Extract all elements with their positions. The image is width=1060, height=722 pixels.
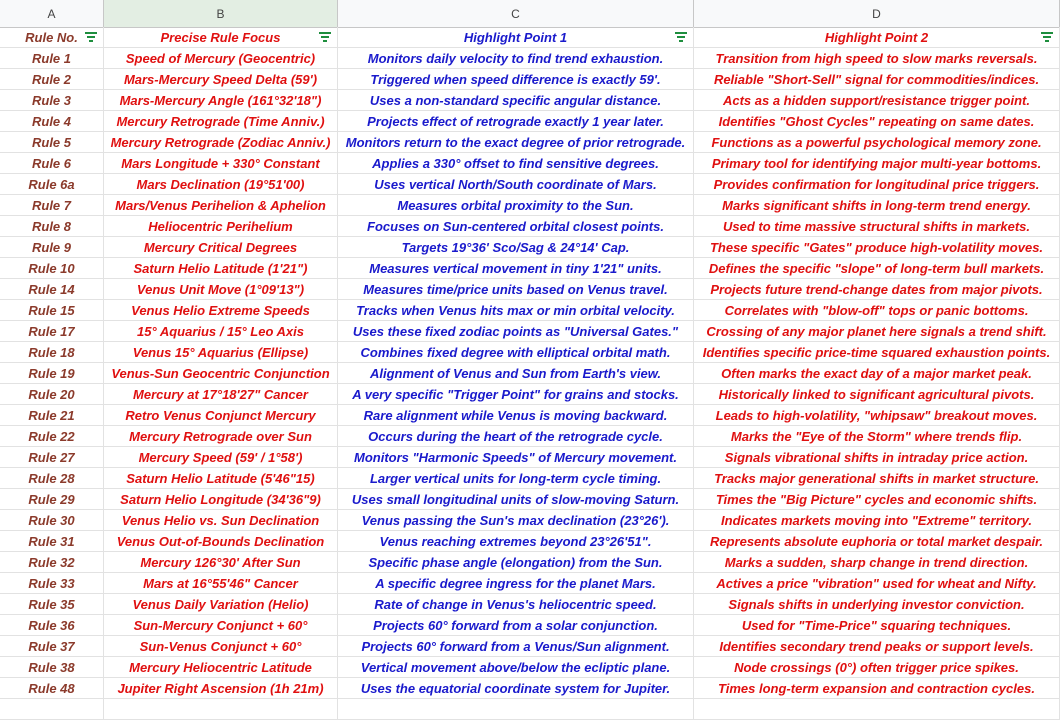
highlight-1-cell[interactable]: Projects 60° forward from a Venus/Sun alignment. xyxy=(338,636,694,657)
table-row xyxy=(0,573,1060,594)
table-row xyxy=(0,69,1060,90)
rule-focus-cell[interactable]: Mercury 126°30' After Sun xyxy=(104,552,338,573)
highlight-1-cell[interactable]: Rate of change in Venus's heliocentric speed. xyxy=(338,594,694,615)
highlight-1-cell[interactable]: Rare alignment while Venus is moving backward. xyxy=(338,405,694,426)
rule-number-cell[interactable]: Rule 3 xyxy=(0,90,104,111)
header-label-highlight-1: Highlight Point 1 xyxy=(463,30,568,45)
header-label-highlight-2: Highlight Point 2 xyxy=(824,30,929,45)
rule-focus-cell[interactable]: Heliocentric Perihelium xyxy=(104,216,338,237)
rule-number-cell[interactable]: Rule 14 xyxy=(0,279,104,300)
table-row xyxy=(0,216,1060,237)
highlight-2-cell[interactable]: Identifies "Ghost Cycles" repeating on same dates. xyxy=(694,111,1060,132)
table-row xyxy=(0,489,1060,510)
rule-number-cell[interactable]: Rule 17 xyxy=(0,321,104,342)
header-cell-highlight-1[interactable] xyxy=(338,27,694,48)
rule-number-cell[interactable]: Rule 1 xyxy=(0,48,104,69)
rule-focus-cell[interactable]: Venus-Sun Geocentric Conjunction xyxy=(104,363,338,384)
rule-number-cell[interactable]: Rule 19 xyxy=(0,363,104,384)
rule-focus-cell[interactable]: Sun-Mercury Conjunct + 60° xyxy=(104,615,338,636)
column-header-a[interactable]: A xyxy=(0,0,104,27)
table-row xyxy=(0,384,1060,405)
highlight-2-cell[interactable]: Tracks major generational shifts in market structure. xyxy=(694,468,1060,489)
highlight-2-cell[interactable]: Times long-term expansion and contraction cycles. xyxy=(694,678,1060,699)
highlight-2-cell[interactable]: Acts as a hidden support/resistance trigger point. xyxy=(694,90,1060,111)
column-header-d[interactable]: D xyxy=(694,0,1060,27)
table-row xyxy=(0,552,1060,573)
highlight-2-cell[interactable]: Reliable "Short-Sell" signal for commodities/indices. xyxy=(694,69,1060,90)
rule-focus-cell[interactable]: Saturn Helio Latitude (1'21") xyxy=(104,258,338,279)
table-row xyxy=(0,174,1060,195)
header-cell-focus[interactable] xyxy=(104,27,338,48)
highlight-1-cell[interactable]: Projects 60° forward from a solar conjunction. xyxy=(338,615,694,636)
rule-focus-cell[interactable]: Mars-Mercury Angle (161°32'18") xyxy=(104,90,338,111)
rule-focus-cell[interactable]: Venus Out-of-Bounds Declination xyxy=(104,531,338,552)
rule-number-cell[interactable]: Rule 21 xyxy=(0,405,104,426)
table-row xyxy=(0,300,1060,321)
table-row xyxy=(0,405,1060,426)
filter-icon[interactable] xyxy=(319,32,331,42)
rule-focus-cell[interactable]: Mars/Venus Perihelion & Aphelion xyxy=(104,195,338,216)
rule-number-cell[interactable]: Rule 5 xyxy=(0,132,104,153)
rule-number-cell[interactable]: Rule 32 xyxy=(0,552,104,573)
highlight-2-cell[interactable]: Marks the "Eye of the Storm" where trends flip. xyxy=(694,426,1060,447)
highlight-2-cell[interactable]: Crossing of any major planet here signals a trend shift. xyxy=(694,321,1060,342)
empty-cell[interactable] xyxy=(104,699,338,720)
highlight-2-cell[interactable]: Functions as a powerful psychological memory zone. xyxy=(694,132,1060,153)
table-row xyxy=(0,279,1060,300)
rule-number-cell[interactable]: Rule 8 xyxy=(0,216,104,237)
rule-number-cell[interactable]: Rule 28 xyxy=(0,468,104,489)
rule-number-cell[interactable]: Rule 2 xyxy=(0,69,104,90)
highlight-1-cell[interactable]: A specific degree ingress for the planet Mars. xyxy=(338,573,694,594)
highlight-2-cell[interactable]: Defines the specific "slope" of long-term bull markets. xyxy=(694,258,1060,279)
highlight-2-cell[interactable]: Signals vibrational shifts in intraday price action. xyxy=(694,447,1060,468)
highlight-1-cell[interactable]: Monitors daily velocity to find trend exhaustion. xyxy=(338,48,694,69)
rule-focus-cell[interactable]: Venus Helio vs. Sun Declination xyxy=(104,510,338,531)
header-row xyxy=(0,27,1060,48)
rule-focus-cell[interactable]: Venus Daily Variation (Helio) xyxy=(104,594,338,615)
table-row xyxy=(0,237,1060,258)
highlight-2-cell[interactable]: Signals shifts in underlying investor conviction. xyxy=(694,594,1060,615)
table-row xyxy=(0,321,1060,342)
rule-focus-cell[interactable]: Venus Helio Extreme Speeds xyxy=(104,300,338,321)
header-cell-highlight-2[interactable] xyxy=(694,27,1060,48)
rule-number-cell[interactable]: Rule 6 xyxy=(0,153,104,174)
highlight-1-cell[interactable]: Triggered when speed difference is exactly 59'. xyxy=(338,69,694,90)
highlight-1-cell[interactable]: Uses small longitudinal units of slow-moving Saturn. xyxy=(338,489,694,510)
table-row xyxy=(0,636,1060,657)
highlight-1-cell[interactable]: Larger vertical units for long-term cycle timing. xyxy=(338,468,694,489)
highlight-2-cell[interactable]: Indicates markets moving into "Extreme" territory. xyxy=(694,510,1060,531)
rule-number-cell[interactable]: Rule 36 xyxy=(0,615,104,636)
column-header-b[interactable]: B xyxy=(104,0,338,27)
header-label-rule-no: Rule No. xyxy=(25,30,78,45)
highlight-1-cell[interactable]: Venus reaching extremes beyond 23°26'51". xyxy=(338,531,694,552)
highlight-2-cell[interactable]: Times the "Big Picture" cycles and economic shifts. xyxy=(694,489,1060,510)
highlight-1-cell[interactable]: Measures vertical movement in tiny 1'21" units. xyxy=(338,258,694,279)
filter-icon[interactable] xyxy=(85,32,97,42)
highlight-1-cell[interactable]: Vertical movement above/below the ecliptic plane. xyxy=(338,657,694,678)
rule-number-cell[interactable]: Rule 31 xyxy=(0,531,104,552)
header-cell-rule-no[interactable] xyxy=(0,27,104,48)
rule-focus-cell[interactable]: Retro Venus Conjunct Mercury xyxy=(104,405,338,426)
filter-icon[interactable] xyxy=(1041,32,1053,42)
rule-focus-cell[interactable]: Mars-Mercury Speed Delta (59') xyxy=(104,69,338,90)
rule-focus-cell[interactable]: Mars at 16°55'46" Cancer xyxy=(104,573,338,594)
table-row xyxy=(0,258,1060,279)
highlight-2-cell[interactable]: Actives a price "vibration" used for wheat and Nifty. xyxy=(694,573,1060,594)
rule-focus-cell[interactable]: Speed of Mercury (Geocentric) xyxy=(104,48,338,69)
highlight-2-cell[interactable]: Used to time massive structural shifts in markets. xyxy=(694,216,1060,237)
data-grid xyxy=(0,27,1060,720)
filter-icon[interactable] xyxy=(675,32,687,42)
rule-number-cell[interactable]: Rule 15 xyxy=(0,300,104,321)
rule-focus-cell[interactable]: Saturn Helio Longitude (34'36"9) xyxy=(104,489,338,510)
table-row xyxy=(0,510,1060,531)
empty-cell[interactable] xyxy=(694,699,1060,720)
column-header-c[interactable]: C xyxy=(338,0,694,27)
rule-focus-cell[interactable]: Jupiter Right Ascension (1h 21m) xyxy=(104,678,338,699)
highlight-1-cell[interactable]: Measures time/price units based on Venus travel. xyxy=(338,279,694,300)
table-row xyxy=(0,342,1060,363)
highlight-1-cell[interactable]: Uses a non-standard specific angular distance. xyxy=(338,90,694,111)
rule-number-cell[interactable]: Rule 6a xyxy=(0,174,104,195)
rule-number-cell[interactable]: Rule 7 xyxy=(0,195,104,216)
rule-number-cell[interactable]: Rule 38 xyxy=(0,657,104,678)
highlight-1-cell[interactable]: Tracks when Venus hits max or min orbital velocity. xyxy=(338,300,694,321)
table-row xyxy=(0,657,1060,678)
empty-cell[interactable] xyxy=(0,699,104,720)
rule-focus-cell[interactable]: Venus Unit Move (1°09'13") xyxy=(104,279,338,300)
rule-number-cell[interactable]: Rule 37 xyxy=(0,636,104,657)
highlight-2-cell[interactable]: Represents absolute euphoria or total market despair. xyxy=(694,531,1060,552)
table-row xyxy=(0,48,1060,69)
highlight-1-cell[interactable]: Uses these fixed zodiac points as "Universal Gates." xyxy=(338,321,694,342)
highlight-2-cell[interactable]: Leads to high-volatility, "whipsaw" breakout moves. xyxy=(694,405,1060,426)
table-row xyxy=(0,615,1060,636)
highlight-2-cell[interactable]: Primary tool for identifying major multi-year bottoms. xyxy=(694,153,1060,174)
table-row xyxy=(0,594,1060,615)
highlight-2-cell[interactable]: Historically linked to significant agricultural pivots. xyxy=(694,384,1060,405)
rule-focus-cell[interactable]: Mercury Retrograde (Zodiac Anniv.) xyxy=(104,132,338,153)
rule-number-cell[interactable]: Rule 29 xyxy=(0,489,104,510)
highlight-1-cell[interactable]: Occurs during the heart of the retrograde cycle. xyxy=(338,426,694,447)
rule-focus-cell[interactable]: Mercury at 17°18'27" Cancer xyxy=(104,384,338,405)
empty-row xyxy=(0,699,1060,720)
highlight-1-cell[interactable]: Alignment of Venus and Sun from Earth's view. xyxy=(338,363,694,384)
rule-number-cell[interactable]: Rule 48 xyxy=(0,678,104,699)
table-row xyxy=(0,426,1060,447)
rule-number-cell[interactable]: Rule 10 xyxy=(0,258,104,279)
highlight-1-cell[interactable]: Targets 19°36' Sco/Sag & 24°14' Cap. xyxy=(338,237,694,258)
rule-focus-cell[interactable]: Sun-Venus Conjunct + 60° xyxy=(104,636,338,657)
highlight-2-cell[interactable]: Identifies specific price-time squared exhaustion points. xyxy=(694,342,1060,363)
table-row xyxy=(0,132,1060,153)
table-row xyxy=(0,111,1060,132)
rule-number-cell[interactable]: Rule 35 xyxy=(0,594,104,615)
highlight-2-cell[interactable]: Used for "Time-Price" squaring techniques. xyxy=(694,615,1060,636)
table-row xyxy=(0,90,1060,111)
highlight-1-cell[interactable]: Applies a 330° offset to find sensitive degrees. xyxy=(338,153,694,174)
highlight-1-cell[interactable]: Uses vertical North/South coordinate of Mars. xyxy=(338,174,694,195)
highlight-2-cell[interactable]: Correlates with "blow-off" tops or panic bottoms. xyxy=(694,300,1060,321)
highlight-1-cell[interactable]: Projects effect of retrograde exactly 1 year later. xyxy=(338,111,694,132)
rule-focus-cell[interactable]: Venus 15° Aquarius (Ellipse) xyxy=(104,342,338,363)
highlight-1-cell[interactable]: Monitors "Harmonic Speeds" of Mercury movement. xyxy=(338,447,694,468)
highlight-2-cell[interactable]: Marks significant shifts in long-term trend energy. xyxy=(694,195,1060,216)
column-header-bar xyxy=(0,0,1060,28)
table-row xyxy=(0,153,1060,174)
highlight-1-cell[interactable]: Measures orbital proximity to the Sun. xyxy=(338,195,694,216)
table-row xyxy=(0,678,1060,699)
rule-number-cell[interactable]: Rule 22 xyxy=(0,426,104,447)
table-row xyxy=(0,531,1060,552)
highlight-2-cell[interactable]: Projects future trend-change dates from major pivots. xyxy=(694,279,1060,300)
rule-number-cell[interactable]: Rule 27 xyxy=(0,447,104,468)
table-row xyxy=(0,468,1060,489)
rule-number-cell[interactable]: Rule 30 xyxy=(0,510,104,531)
highlight-2-cell[interactable]: Node crossings (0°) often trigger price spikes. xyxy=(694,657,1060,678)
highlight-1-cell[interactable]: Uses the equatorial coordinate system for Jupiter. xyxy=(338,678,694,699)
highlight-2-cell[interactable]: Marks a sudden, sharp change in trend direction. xyxy=(694,552,1060,573)
rule-focus-cell[interactable]: Mercury Retrograde over Sun xyxy=(104,426,338,447)
highlight-1-cell[interactable]: Focuses on Sun-centered orbital closest points. xyxy=(338,216,694,237)
table-row xyxy=(0,195,1060,216)
highlight-1-cell[interactable]: Combines fixed degree with elliptical orbital math. xyxy=(338,342,694,363)
header-label-focus: Precise Rule Focus xyxy=(160,30,281,45)
highlight-1-cell[interactable]: A very specific "Trigger Point" for grains and stocks. xyxy=(338,384,694,405)
rule-focus-cell[interactable]: 15° Aquarius / 15° Leo Axis xyxy=(104,321,338,342)
rule-focus-cell[interactable]: Mercury Retrograde (Time Anniv.) xyxy=(104,111,338,132)
highlight-1-cell[interactable]: Monitors return to the exact degree of prior retrograde. xyxy=(338,132,694,153)
rule-number-cell[interactable]: Rule 18 xyxy=(0,342,104,363)
highlight-2-cell[interactable]: Identifies secondary trend peaks or support levels. xyxy=(694,636,1060,657)
rule-focus-cell[interactable]: Mars Declination (19°51'00) xyxy=(104,174,338,195)
rule-number-cell[interactable]: Rule 9 xyxy=(0,237,104,258)
highlight-2-cell[interactable]: Provides confirmation for longitudinal price triggers. xyxy=(694,174,1060,195)
highlight-1-cell[interactable]: Venus passing the Sun's max declination (23°26'). xyxy=(338,510,694,531)
highlight-2-cell[interactable]: These specific "Gates" produce high-volatility moves. xyxy=(694,237,1060,258)
rule-focus-cell[interactable]: Mercury Critical Degrees xyxy=(104,237,338,258)
rule-number-cell[interactable]: Rule 20 xyxy=(0,384,104,405)
rule-number-cell[interactable]: Rule 33 xyxy=(0,573,104,594)
rule-focus-cell[interactable]: Mercury Heliocentric Latitude xyxy=(104,657,338,678)
rule-focus-cell[interactable]: Mars Longitude + 330° Constant xyxy=(104,153,338,174)
table-row xyxy=(0,363,1060,384)
empty-cell[interactable] xyxy=(338,699,694,720)
highlight-2-cell[interactable]: Transition from high speed to slow marks reversals. xyxy=(694,48,1060,69)
rule-focus-cell[interactable]: Mercury Speed (59' / 1°58') xyxy=(104,447,338,468)
highlight-2-cell[interactable]: Often marks the exact day of a major market peak. xyxy=(694,363,1060,384)
highlight-1-cell[interactable]: Specific phase angle (elongation) from the Sun. xyxy=(338,552,694,573)
rule-focus-cell[interactable]: Saturn Helio Latitude (5'46"15) xyxy=(104,468,338,489)
rule-number-cell[interactable]: Rule 4 xyxy=(0,111,104,132)
table-row xyxy=(0,447,1060,468)
